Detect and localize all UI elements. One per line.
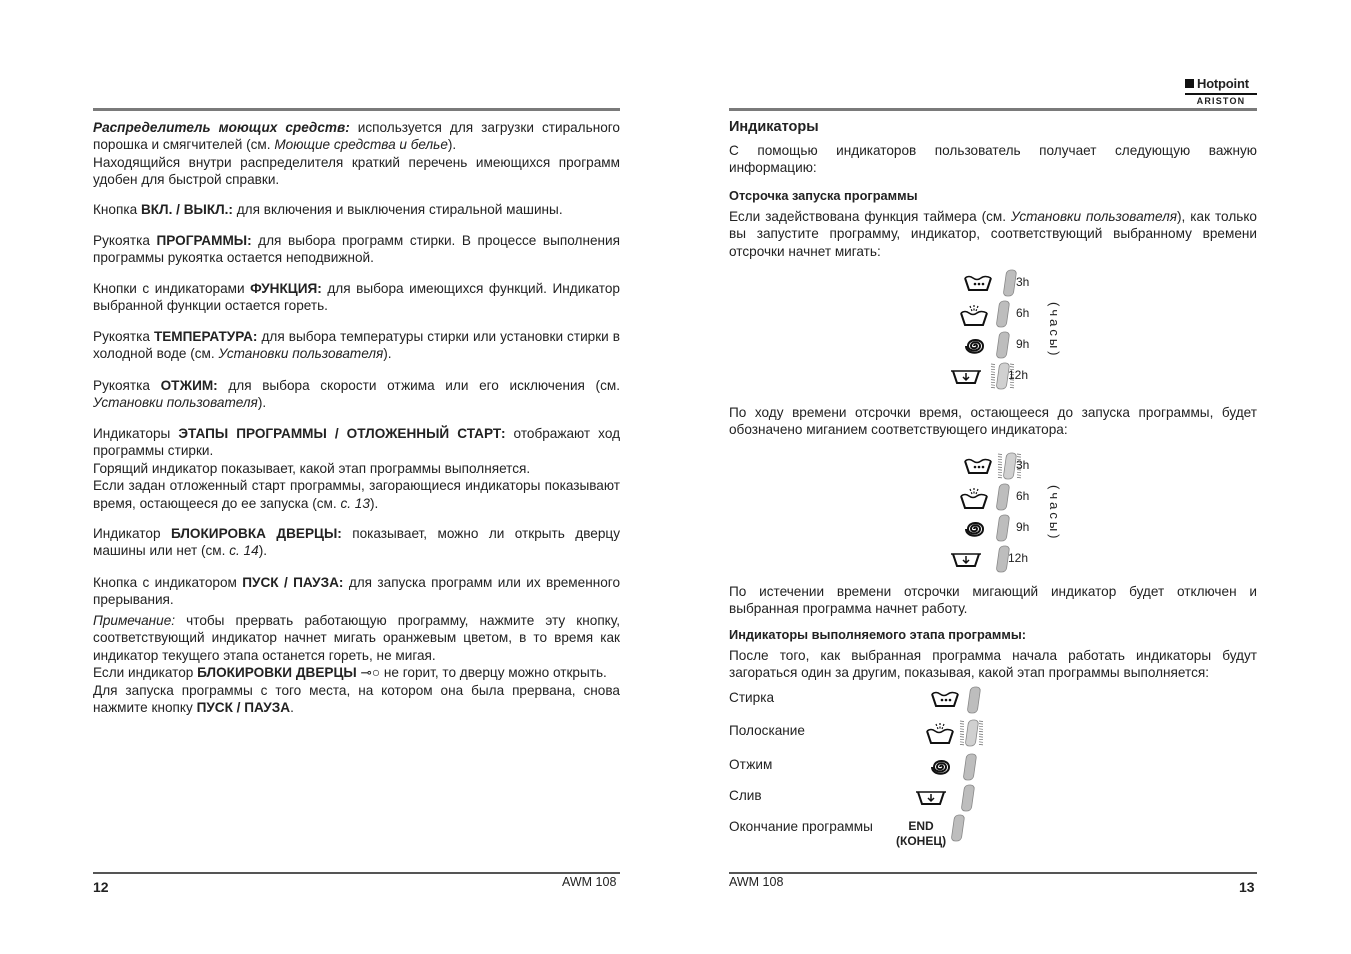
indicator-light	[944, 813, 970, 843]
right-model: AWM 108	[729, 875, 784, 889]
text-run: ОТЖИМ:	[160, 378, 218, 393]
text-run: Установки пользователя	[218, 346, 384, 362]
drain-icon	[915, 786, 947, 810]
text-run: ПРОГРАММЫ:	[156, 233, 252, 248]
text-run: ЭТАПЫ ПРОГРАММЫ / ОТЛОЖЕННЫЙ СТАРТ:	[178, 426, 506, 441]
right-top-rule	[729, 108, 1257, 111]
brand-name: Hotpoint	[1197, 76, 1249, 91]
text-run: ), как только вы запустите программу, индикатор, соответствующий выбранному времени отсрочки начнет мигать:	[729, 209, 1257, 259]
delay-text	[729, 208, 1257, 260]
text-run: ).	[447, 137, 457, 153]
text-run: БЛОКИРОВКА ДВЕРЦЫ:	[170, 526, 342, 541]
stage-label: Окончание программы	[729, 819, 873, 834]
intro-text: С помощью индикаторов пользователь получает следующую важную информацию:	[729, 143, 1257, 176]
stage-label: Слив	[729, 788, 762, 803]
stage-label: Отжим	[729, 757, 773, 772]
hours-label: (часы)	[1047, 485, 1062, 542]
spin-icon	[958, 334, 990, 358]
left-paragraph	[93, 201, 620, 218]
delay-time-label: 9h	[1016, 520, 1030, 534]
left-paragraph	[93, 425, 620, 512]
delay-time-label: 9h	[1016, 337, 1030, 351]
section-title: Индикаторы	[729, 119, 819, 135]
text-run: .	[290, 700, 294, 716]
stage-label: Полоскание	[729, 723, 805, 738]
drain-icon	[950, 365, 982, 389]
text-run: ФУНКЦИЯ:	[250, 281, 322, 296]
wash-icon	[962, 272, 994, 296]
rinse-icon	[958, 486, 990, 510]
left-paragraph	[93, 119, 620, 189]
end-label: END (КОНЕЦ)	[896, 819, 947, 848]
text-run: Рукоятка	[93, 329, 154, 344]
text-run: для выбора температуры стирки или установки стирки в холодной воде (см.	[93, 329, 620, 362]
text-run: используется для загрузки стирального порошка и смягчителей (см.	[93, 120, 620, 153]
stages-subtitle: Индикаторы выполняемого этапа программы:	[729, 627, 1027, 642]
indicator-light-blinking	[958, 718, 984, 748]
delay-time-label: 6h	[1016, 489, 1030, 503]
drain-icon	[950, 548, 982, 572]
left-top-rule	[93, 108, 620, 111]
delay-time-label: 6h	[1016, 306, 1030, 320]
logo-mark-icon	[1185, 79, 1194, 88]
rinse-icon	[958, 303, 990, 327]
brand-sub: ARISTON	[1185, 93, 1257, 106]
text-run: отображают ход программы стирки.	[93, 426, 621, 459]
right-page-number: 13	[1239, 879, 1255, 895]
text-run: Если индикатор	[93, 665, 198, 681]
text-run: Находящийся внутри распределителя краткий перечень имеющихся программ удобен для быстрой справки.	[93, 154, 620, 188]
rinse-icon	[924, 721, 956, 745]
delay-time-label: 3h	[1016, 458, 1030, 472]
delay-subtitle: Отсрочка запуска программы	[729, 188, 918, 203]
indicator-light	[956, 752, 982, 782]
stages-text: После того, как выбранная программа начала работать индикаторы будут загораться один за другим, показывая, какой этап программы выполняется:	[729, 648, 1257, 681]
text-run: с. 14	[229, 543, 259, 559]
text-run: для запуска программ или их временного прерывания.	[93, 575, 621, 608]
delay-time-label: 12h	[1008, 551, 1029, 565]
text-run: Кнопка	[93, 202, 141, 217]
text-run: ПУСК / ПАУЗА	[196, 700, 291, 716]
text-run: ).	[258, 543, 267, 559]
indicator-light	[989, 330, 1015, 360]
hours-label: (часы)	[1047, 302, 1062, 359]
text-run: Индикаторы	[93, 426, 179, 441]
stage-label: Стирка	[729, 690, 775, 705]
indicator-light	[989, 513, 1015, 543]
text-run: Кнопки с индикаторами	[93, 281, 251, 296]
text-run: Примечание:	[93, 613, 176, 628]
text-run: для включения и выключения стиральной машины.	[232, 202, 563, 217]
text-run: Для запуска программы с того места, на котором она была прервана, снова нажмите кнопку	[93, 682, 620, 716]
text-run: Установки пользователя	[93, 395, 258, 411]
hotpoint-ariston-logo	[1185, 76, 1257, 106]
text-run: Если задействована функция таймера (см.	[729, 209, 1011, 224]
text-run: с. 13	[340, 495, 370, 511]
indicator-light	[960, 685, 986, 715]
left-paragraph	[93, 328, 620, 363]
text-run: Если задан отложенный старт программы, загорающиеся индикаторы показывают время, остающееся до ее запуска (см.	[93, 478, 620, 511]
text-run: чтобы прервать работающую программу, нажмите эту кнопку, соответствующий индикатор начнет мигать оранжевым цветом, в то время как индикатор текущего этапа останется гореть, не мигая.	[93, 613, 620, 663]
delay-time-label: 3h	[1016, 275, 1030, 289]
text-run: Распределитель моющих средств:	[93, 120, 350, 135]
left-paragraph	[93, 232, 620, 267]
text-run: ⊸○ не горит, то дверцу можно открыть.	[356, 665, 607, 681]
wash-icon	[929, 688, 961, 712]
text-run: для выбора программ стирки. В процессе выполнения программы рукоятка остается неподвижной.	[93, 233, 620, 266]
text-run: ТЕМПЕРАТУРА:	[153, 329, 258, 344]
text-run: Горящий индикатор показывает, какой этап программы выполняется.	[93, 460, 531, 476]
text-run: ).	[369, 495, 379, 511]
text-run: для выбора скорости отжима или его исключения (см.	[217, 378, 620, 393]
left-paragraph	[93, 525, 620, 560]
text-run: ).	[383, 346, 392, 362]
text-run: Рукоятка	[93, 378, 161, 393]
left-bottom-rule	[93, 872, 620, 874]
delay-end-text: По истечении времени отсрочки мигающий индикатор будет отключен и выбранная программа начнет работу.	[729, 584, 1257, 617]
left-model: AWM 108	[562, 875, 617, 889]
countdown-text: По ходу времени отсрочки время, остающееся до запуска программы, будет обозначено миганием соответствующего индикатора:	[729, 405, 1257, 438]
text-run: для выбора имеющихся функций. Индикатор выбранной функции остается гореть.	[93, 281, 620, 314]
text-run: БЛОКИРОВКИ ДВЕРЦЫ	[197, 665, 357, 681]
text-run: Рукоятка	[93, 233, 157, 248]
text-run: Индикатор	[93, 526, 171, 541]
spin-icon	[958, 517, 990, 541]
left-paragraph	[93, 377, 620, 412]
left-paragraph	[93, 574, 620, 609]
left-paragraph	[93, 280, 620, 315]
text-run: ).	[257, 395, 267, 411]
left-page-number: 12	[93, 879, 109, 895]
wash-icon	[962, 455, 994, 479]
indicator-light	[989, 482, 1015, 512]
right-bottom-rule	[729, 872, 1257, 874]
delay-time-label: 12h	[1008, 368, 1029, 382]
indicator-light	[989, 299, 1015, 329]
indicator-light	[954, 783, 980, 813]
text-run: Моющие средства и белье	[274, 137, 448, 153]
text-run: Установки пользователя	[1011, 209, 1177, 224]
left-paragraph	[93, 612, 620, 716]
text-run: ВКЛ. / ВЫКЛ.:	[140, 202, 233, 217]
spin-icon	[924, 755, 956, 779]
text-run: показывает, можно ли открыть дверцу машины или нет (см.	[93, 526, 621, 559]
text-run: Кнопка с индикатором	[93, 575, 243, 590]
text-run: ПУСК / ПАУЗА:	[242, 575, 344, 590]
